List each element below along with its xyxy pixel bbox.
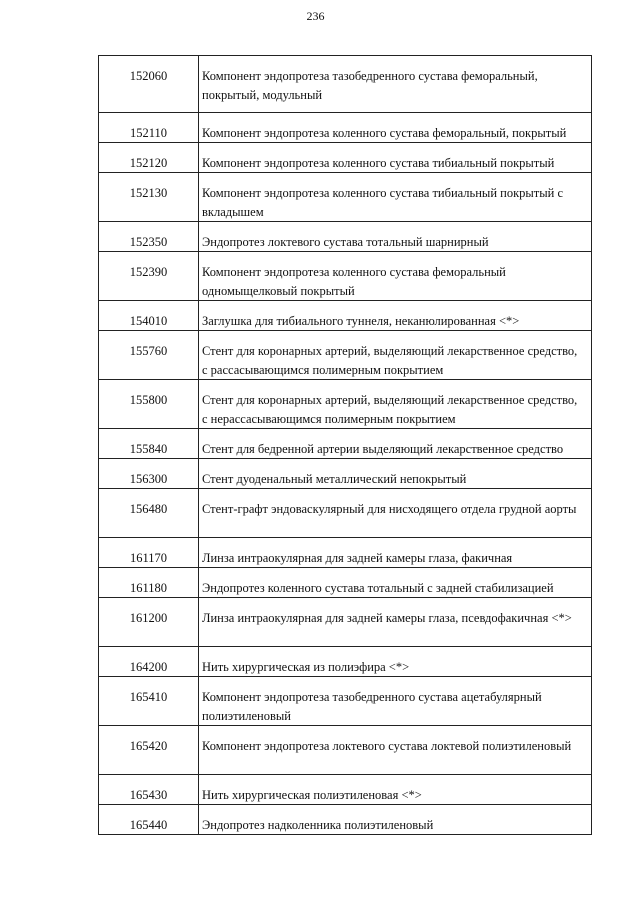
table-row bbox=[99, 677, 591, 726]
device-table bbox=[98, 55, 592, 835]
row-name: Стент для бедренной артерии выделяющий лекарственное средство bbox=[202, 442, 564, 456]
row-code: 161200 bbox=[99, 598, 199, 646]
row-name: Стент для коронарных артерий, выделяющий лекарственное средство, с рассасывающимся полимерным покрытием bbox=[202, 344, 578, 377]
row-code: 165440 bbox=[99, 805, 199, 834]
table-row bbox=[99, 380, 591, 429]
row-code: 165420 bbox=[99, 726, 199, 774]
row-code: 165430 bbox=[99, 775, 199, 804]
table-row bbox=[99, 726, 591, 775]
row-code: 161170 bbox=[99, 538, 199, 567]
row-code: 156300 bbox=[99, 459, 199, 488]
row-name: Компонент эндопротеза коленного сустава феморальный одномыщелковый покрытый bbox=[202, 265, 506, 298]
table-row bbox=[99, 301, 591, 331]
row-name: Эндопротез надколенника полиэтиленовый bbox=[202, 818, 434, 832]
row-name: Компонент эндопротеза локтевого сустава локтевой полиэтиленовый bbox=[202, 739, 572, 753]
table-row bbox=[99, 538, 591, 568]
row-name: Эндопротез локтевого сустава тотальный шарнирный bbox=[202, 235, 489, 249]
table-row bbox=[99, 331, 591, 380]
table-row bbox=[99, 173, 591, 222]
table-row bbox=[99, 775, 591, 805]
row-name: Линза интраокулярная для задней камеры глаза, факичная bbox=[202, 551, 513, 565]
row-name: Компонент эндопротеза коленного сустава тибиальный покрытый с вкладышем bbox=[202, 186, 564, 219]
row-code: 152390 bbox=[99, 252, 199, 300]
row-code: 152130 bbox=[99, 173, 199, 221]
row-name: Компонент эндопротеза коленного сустава тибиальный покрытый bbox=[202, 156, 555, 170]
row-code: 155840 bbox=[99, 429, 199, 458]
row-code: 152110 bbox=[99, 113, 199, 142]
row-name: Компонент эндопротеза тазобедренного сустава феморальный, покрытый, модульный bbox=[202, 69, 538, 102]
table-row bbox=[99, 647, 591, 677]
row-name: Эндопротез коленного сустава тотальный с задней стабилизацией bbox=[202, 581, 554, 595]
row-name: Заглушка для тибиального туннеля, неканюлированная <*> bbox=[202, 314, 520, 328]
table-row bbox=[99, 252, 591, 301]
row-code: 155760 bbox=[99, 331, 199, 379]
table-row bbox=[99, 489, 591, 538]
row-code: 155800 bbox=[99, 380, 199, 428]
row-name: Стент дуоденальный металлический непокрытый bbox=[202, 472, 467, 486]
table-row bbox=[99, 568, 591, 598]
table-row bbox=[99, 56, 591, 113]
row-code: 152350 bbox=[99, 222, 199, 251]
table-row bbox=[99, 113, 591, 143]
table-row bbox=[99, 222, 591, 252]
row-code: 161180 bbox=[99, 568, 199, 597]
row-name: Стент для коронарных артерий, выделяющий лекарственное средство, с нерассасывающимся полимерным покрытием bbox=[202, 393, 578, 426]
row-name: Нить хирургическая полиэтиленовая <*> bbox=[202, 788, 422, 802]
row-code: 154010 bbox=[99, 301, 199, 330]
table-row bbox=[99, 429, 591, 459]
table-row bbox=[99, 143, 591, 173]
table-row bbox=[99, 805, 591, 835]
row-code: 165410 bbox=[99, 677, 199, 725]
row-name: Компонент эндопротеза коленного сустава феморальный, покрытый bbox=[202, 126, 567, 140]
row-name: Стент-графт эндоваскулярный для нисходящего отдела грудной аорты bbox=[202, 502, 577, 516]
row-name: Компонент эндопротеза тазобедренного сустава ацетабулярный полиэтиленовый bbox=[202, 690, 542, 723]
table-row bbox=[99, 459, 591, 489]
row-code: 152060 bbox=[99, 56, 199, 112]
row-name: Линза интраокулярная для задней камеры глаза, псевдофакичная <*> bbox=[202, 611, 572, 625]
row-code: 152120 bbox=[99, 143, 199, 172]
page-number: 236 bbox=[306, 9, 325, 23]
table-row bbox=[99, 598, 591, 647]
row-code: 164200 bbox=[99, 647, 199, 676]
row-name: Нить хирургическая из полиэфира <*> bbox=[202, 660, 410, 674]
row-code: 156480 bbox=[99, 489, 199, 537]
